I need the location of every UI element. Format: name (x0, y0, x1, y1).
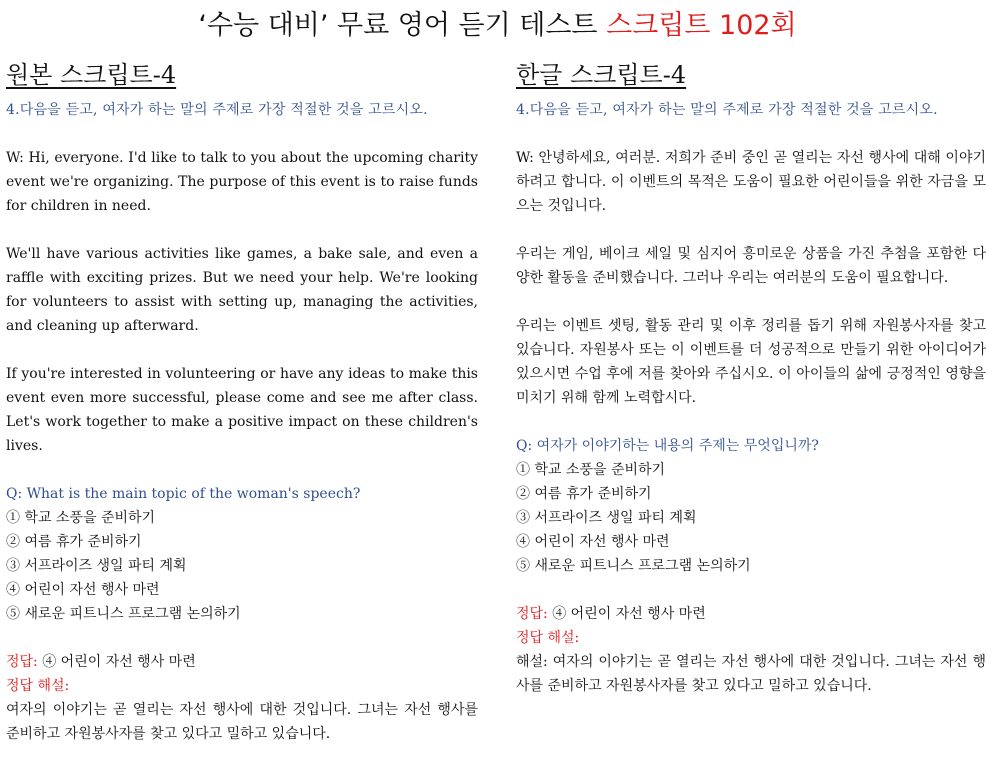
option-1: ① 학교 소풍을 준비하기 (6, 510, 156, 526)
option-2: ② 여름 휴가 준비하기 (516, 486, 652, 502)
option-2: ② 여름 휴가 준비하기 (6, 534, 142, 550)
option-4: ④ 어린이 자선 행사 마련 (6, 582, 160, 598)
answer-value: ④ 어린이 자선 행사 마련 (547, 606, 706, 622)
script-paragraph: We'll have various activities like games, a bake sale, and even a raffle with exciting prizes. But we need your help. We're looking for volunteers to assist with setting up, managing the activities, and cleaning up afterward. (6, 246, 478, 334)
answer (6, 650, 478, 674)
script-paragraph: If you're interested in volunteering or have any ideas to make this event even more successful, please come and see me after class. Let's work together to make a positive impact on these children's lives. (6, 366, 478, 454)
option-4: ④ 어린이 자선 행사 마련 (516, 534, 670, 550)
option-1: ① 학교 소풍을 준비하기 (516, 462, 666, 478)
script-paragraph: 우리는 게임, 베이크 세일 및 심지어 흥미로운 상품을 가진 추첨을 포함한 다양한 활동을 준비했습니다. 그러나 우리는 여러분의 도움이 필요합니다. (516, 246, 986, 286)
option-5: ⑤ 새로운 피트니스 프로그램 논의하기 (516, 558, 751, 574)
question: Q: 여자가 이야기하는 내용의 주제는 무엇입니까? (516, 438, 819, 454)
answer-options (6, 506, 478, 626)
question-instruction: 4.다음을 듣고, 여자가 하는 말의 주제로 가장 적절한 것을 고르시오. (6, 102, 428, 118)
explanation-text: 여자의 이야기는 곧 열리는 자선 행사에 대한 것입니다. 그녀는 자선 행사를 준비하고 자원봉사자를 찾고 있다고 밀하고 있습니다. (6, 702, 478, 742)
question-instruction: 4.다음을 듣고, 여자가 하는 말의 주제로 가장 적절한 것을 고르시오. (516, 102, 938, 118)
script-paragraph: W: Hi, everyone. I'd like to talk to you about the upcoming charity event we're organizing. The purpose of this event is to raise funds for children in need. (6, 150, 478, 214)
explanation-label: 정답 해설: (6, 678, 70, 694)
option-5: ⑤ 새로운 피트니스 프로그램 논의하기 (6, 606, 241, 622)
answer-value: ④ 어린이 자선 행사 마련 (37, 654, 196, 670)
script-paragraph: W: 안녕하세요, 여러분. 저희가 준비 중인 곧 열리는 자선 행사에 대해 이야기하려고 합니다. 이 이벤트의 목적은 도움이 필요한 어린이들을 위한 자금을 모으는 것입니다. (516, 150, 986, 214)
question: Q: What is the main topic of the woman's speech? (6, 486, 361, 502)
title-highlight: 스크립트 102회 (606, 10, 797, 41)
answer-label: 정답: (6, 654, 38, 670)
answer-options (516, 458, 986, 578)
option-3: ③ 서프라이즈 생일 파티 계획 (516, 510, 697, 526)
original-script-heading: 원본 스크립트-4 (6, 61, 177, 89)
explanation-text: 해설: 여자의 이야기는 곧 열리는 자선 행사에 대한 것입니다. 그녀는 자선 행사를 준비하고 자원봉사자를 찾고 있다고 밀하고 있습니다. (516, 654, 986, 694)
page-title (0, 8, 995, 44)
title-main: ‘수능 대비’ 무료 영어 듣기 테스트 (198, 10, 598, 41)
explanation-label: 정답 해설: (516, 630, 580, 646)
answer-label: 정답: (516, 606, 548, 622)
answer (516, 602, 986, 626)
option-3: ③ 서프라이즈 생일 파티 계획 (6, 558, 187, 574)
korean-script-column (516, 58, 986, 698)
original-script-column (6, 58, 478, 746)
script-paragraph: 우리는 이벤트 셋팅, 활동 관리 및 이후 정리를 돕기 위해 자원봉사자를 찾고 있습니다. 자원봉사 또는 이 이벤트를 더 성공적으로 만들기 위한 아이디어가 있으시면 수업 후에 저를 찾아와 주십시오. 이 아이들의 삶에 긍정적인 영향을 미치기 위해 함께 노력합시다. (516, 318, 986, 406)
korean-script-heading: 한글 스크립트-4 (516, 61, 687, 89)
